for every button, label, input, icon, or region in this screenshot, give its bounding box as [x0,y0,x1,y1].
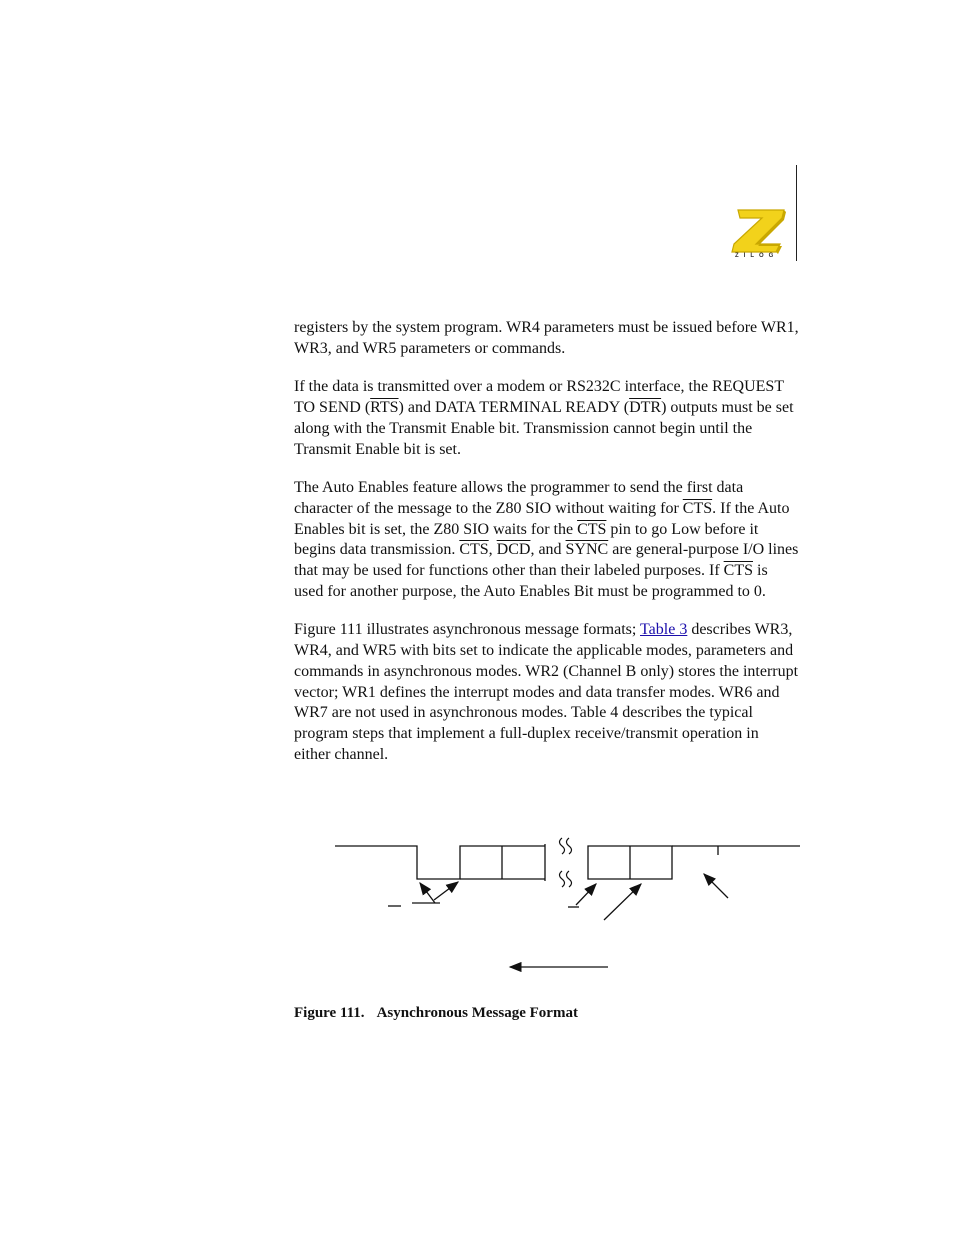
table-3-link[interactable]: Table 3 [640,621,688,639]
zilog-wordmark: ZILOG [735,253,779,259]
body-text [294,318,799,783]
figure-caption [294,1005,578,1022]
rts-signal: $\overline{RTS}$ [370,399,399,417]
waveform [335,844,800,881]
cts-signal: $\overline{CTS}$ [577,520,607,538]
async-message-format-diagram [330,830,810,980]
sync-signal: SYNC [565,541,609,559]
dtr-signal: $\overline{DTR}$ [629,399,662,417]
paragraph-2: If the data is transmitted over a modem or RS232C interface, the REQUEST TO SEND $(\overline{RTS})$ and DATA TERMINAL READY $(\overline{DTR})$ outputs must be set along with the Transmit Enable bit. Transmission cannot begin until the Transmit Enable bit is set. [294,378,794,458]
cts-signal: $\overline{CTS}$ [459,541,489,559]
cts-signal: $\overline{CTS}$ [682,499,713,517]
cts-signal: $\overline{CTS}$ [723,562,753,580]
break-marks [560,838,572,887]
paragraph-4: Figure 111 illustrates asynchronous message formats; Table 3 describes WR3, WR4, and WR5 with bits set to indicate the applicable modes, parameters and commands in asynchronous modes. WR2 (Channel B only) stores the interrupt vector; WR1 defines the interrupt modes and data transfer modes. WR6 and WR7 are not used in asynchronous modes. Table 4 describes the typical program steps that implement a full-duplex receive/transmit operation in either channel. [294,621,799,763]
header-rule [796,165,797,261]
pointer-arrows [388,874,728,967]
figure-number: Figure 111. [294,1005,365,1021]
dcd-signal: $\overline{DCD}$ [496,541,531,559]
paragraph-1: registers by the system program. WR4 parameters must be issued before WR1, WR3, and WR5 parameters or commands. [294,319,799,357]
figure-title: Asynchronous Message Format [376,1005,578,1021]
paragraph-3: The Auto Enables feature allows the programmer to send the first data character of the message to the Z80 SIO without waiting for $\overline{CTS}$. If the Auto Enables bit is set, the Z80 SIO waits for the $\overline{CTS}$ pin to go Low before it begins data transmission. $\overline{CTS}$, $\overline{DCD}$, and SYNC are general-purpose I/O lines that may be used for functions other than their labeled purposes. If $\overline{CTS}$ is used for another purpose, the Auto Enables Bit must be programmed to 0. [294,479,799,600]
